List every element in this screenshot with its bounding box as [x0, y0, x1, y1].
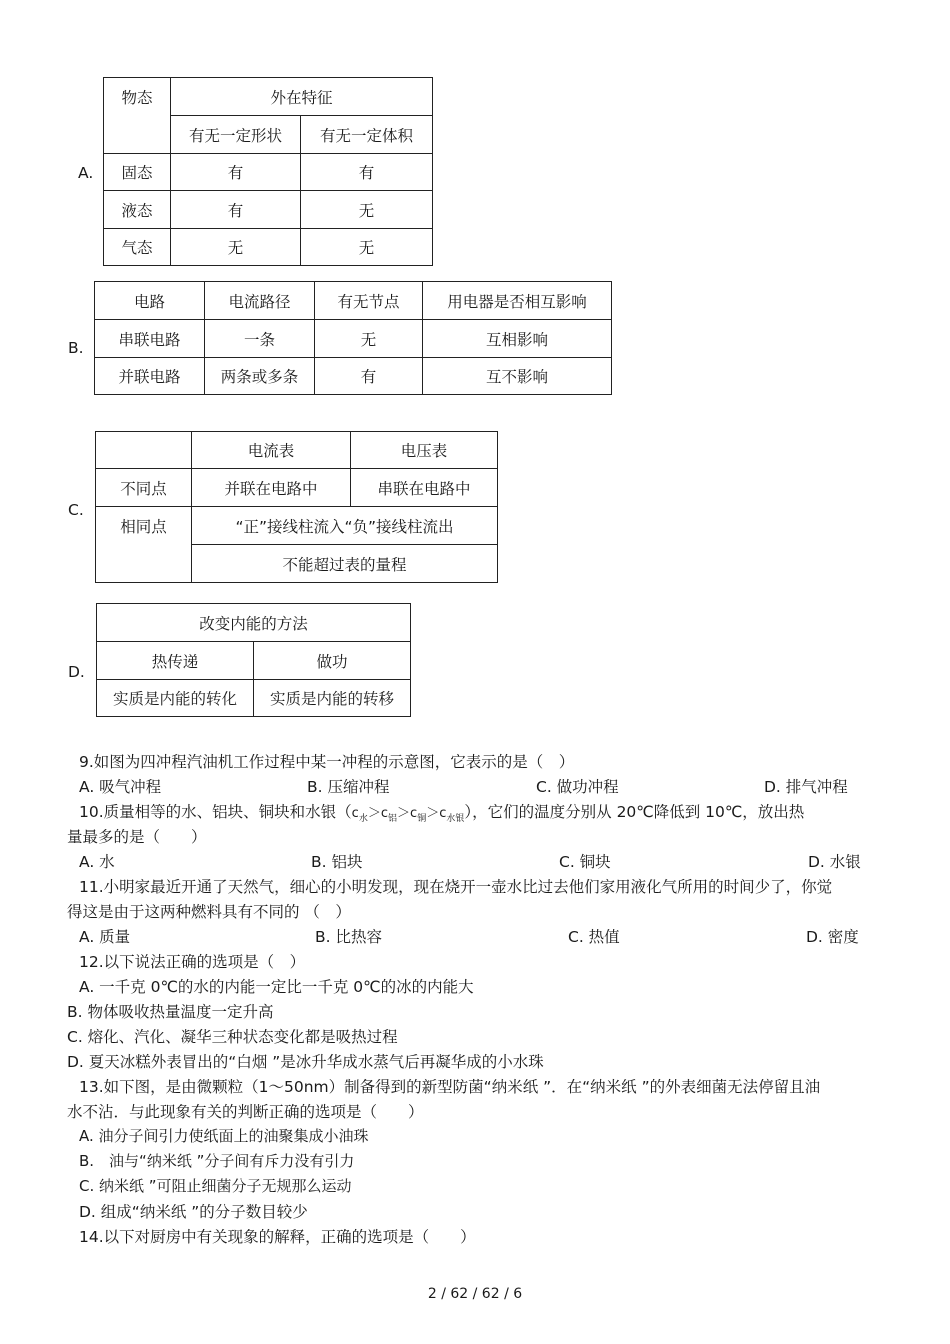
- table-c: [95, 431, 498, 583]
- table-c-corner: [96, 432, 192, 469]
- table-b: [94, 281, 612, 395]
- q10-stem-pre: 10.质量相等的水、铝块、铜块和水银（: [79, 803, 352, 821]
- table-b-cell: 串联电路: [95, 320, 205, 358]
- table-c-cell: 不能超过表的量程: [192, 545, 498, 583]
- table-c-cell: 串联在电路中: [351, 469, 498, 507]
- q11-option-d: D. 密度: [806, 928, 859, 946]
- table-a-cell: 无: [171, 229, 301, 266]
- table-d-col1: 热传递: [97, 642, 254, 680]
- table-a-col1: 有无一定形状: [171, 116, 301, 154]
- q13-option-d: D. 组成“纳米纸 ”的分子数目较少: [79, 1203, 308, 1221]
- table-d-cell: 实质是内能的转化: [97, 680, 254, 717]
- q13-option-c: C. 纳米纸 ”可阻止细菌分子无规那么运动: [79, 1177, 352, 1195]
- q10-gt: ＞: [367, 806, 381, 821]
- q10-stem-line2: 量最多的是（ ）: [67, 828, 207, 846]
- q9-option-c: C. 做功冲程: [536, 778, 619, 796]
- q10-option-d: D. 水银: [808, 853, 861, 871]
- table-a-cell: 有: [301, 154, 433, 191]
- q13-stem-line2: 水不沾．与此现象有关的判断正确的选项是（ ）: [67, 1103, 424, 1121]
- table-b-header: 电流路径: [205, 282, 315, 320]
- q11-stem-line1: 11.小明家最近开通了天然气，细心的小明发现，现在烧开一壶水比过去他们家用液化气所用的时间少了，你觉: [79, 878, 833, 896]
- q13-option-b: B. 油与“纳米纸 ”分子间有斥力没有引力: [79, 1152, 355, 1170]
- option-d-label: D.: [68, 663, 85, 681]
- table-a-row-name: 气态: [104, 229, 171, 266]
- option-b-label: B.: [68, 339, 84, 357]
- q9-option-d: D. 排气冲程: [764, 778, 848, 796]
- table-d-col2: 做功: [254, 642, 411, 680]
- table-b-cell: 无: [315, 320, 423, 358]
- table-a-cell: 无: [301, 191, 433, 229]
- table-a-cell: 有: [171, 154, 301, 191]
- table-b-cell: 两条或多条: [205, 358, 315, 395]
- q10-c: c: [351, 806, 359, 821]
- page-footer: 2 / 62 / 62 / 6: [427, 1286, 523, 1302]
- q10-c: c: [439, 806, 447, 821]
- option-c-label: C.: [68, 501, 84, 519]
- q11-option-b: B. 比热容: [315, 928, 382, 946]
- q11-stem-line2: 得这是由于这两种燃料具有不同的 （ ）: [67, 903, 351, 921]
- q10-sub-hg: 水银: [446, 814, 465, 825]
- q12-stem: 12.以下说法正确的选项是（ ）: [79, 953, 306, 971]
- table-a-group-header: 外在特征: [171, 78, 433, 116]
- table-a-corner: 物态: [104, 78, 171, 154]
- table-d-cell: 实质是内能的转移: [254, 680, 411, 717]
- table-d-title: 改变内能的方法: [97, 604, 411, 642]
- table-b-header: 有无节点: [315, 282, 423, 320]
- table-a-row-name: 固态: [104, 154, 171, 191]
- table-a-cell: 有: [171, 191, 301, 229]
- table-c-same-label: 相同点: [96, 507, 192, 583]
- q10-stem: [79, 800, 804, 824]
- table-c-diff-label: 不同点: [96, 469, 192, 507]
- q13-option-a: A. 油分子间引力使纸面上的油聚集成小油珠: [79, 1127, 369, 1145]
- table-b-cell: 并联电路: [95, 358, 205, 395]
- table-b-cell: 互不影响: [423, 358, 612, 395]
- table-b-cell: 互相影响: [423, 320, 612, 358]
- q10-sub-water: 水: [358, 814, 368, 825]
- q12-option-c: C. 熔化、汽化、凝华三种状态变化都是吸热过程: [67, 1028, 398, 1046]
- table-b-cell: 一条: [205, 320, 315, 358]
- q10-c: c: [410, 806, 418, 821]
- q10-stem-post: ），它们的温度分别从 20℃降低到 10℃，放出热: [464, 803, 805, 821]
- q9-option-b: B. 压缩冲程: [307, 778, 390, 796]
- q10-sub-al: 铝: [388, 814, 398, 825]
- q10-gt: ＞: [426, 806, 440, 821]
- table-a-row-name: 液态: [104, 191, 171, 229]
- table-c-col2: 电压表: [351, 432, 498, 469]
- option-a-label: A.: [78, 164, 94, 182]
- q9-option-a: A. 吸气冲程: [79, 778, 162, 796]
- q10-c: c: [380, 806, 388, 821]
- q12-option-a: A. 一千克 0℃的水的内能一定比一千克 0℃的冰的内能大: [79, 978, 474, 996]
- table-c-cell: “正”接线柱流入“负”接线柱流出: [192, 507, 498, 545]
- q13-stem-line1: 13.如下图，是由微颗粒（1～50nm）制备得到的新型防菌“纳米纸 ”．在“纳米纸 ”的外表细菌无法停留且油: [79, 1078, 821, 1096]
- q12-option-b: B. 物体吸收热量温度一定升高: [67, 1003, 274, 1021]
- q11-option-c: C. 热值: [568, 928, 620, 946]
- q12-option-d: D. 夏天冰糕外表冒出的“白烟 ”是冰升华成水蒸气后再凝华成的小水珠: [67, 1053, 544, 1071]
- table-b-header: 用电器是否相互影响: [423, 282, 612, 320]
- table-b-header: 电路: [95, 282, 205, 320]
- table-a: [103, 77, 433, 266]
- q10-option-a: A. 水: [79, 853, 115, 871]
- table-c-col1: 电流表: [192, 432, 351, 469]
- q9-stem: 9.如图为四冲程汽油机工作过程中某一冲程的示意图，它表示的是（ ）: [79, 753, 575, 771]
- table-c-cell: 并联在电路中: [192, 469, 351, 507]
- q10-gt: ＞: [397, 806, 411, 821]
- q11-option-a: A. 质量: [79, 928, 131, 946]
- q10-option-c: C. 铜块: [559, 853, 611, 871]
- q10-sub-cu: 铜: [417, 814, 427, 825]
- q14-stem: 14.以下对厨房中有关现象的解释，正确的选项是（ ）: [79, 1228, 476, 1246]
- table-b-cell: 有: [315, 358, 423, 395]
- q10-option-b: B. 铝块: [311, 853, 363, 871]
- table-a-col2: 有无一定体积: [301, 116, 433, 154]
- table-d: [96, 603, 411, 717]
- table-a-cell: 无: [301, 229, 433, 266]
